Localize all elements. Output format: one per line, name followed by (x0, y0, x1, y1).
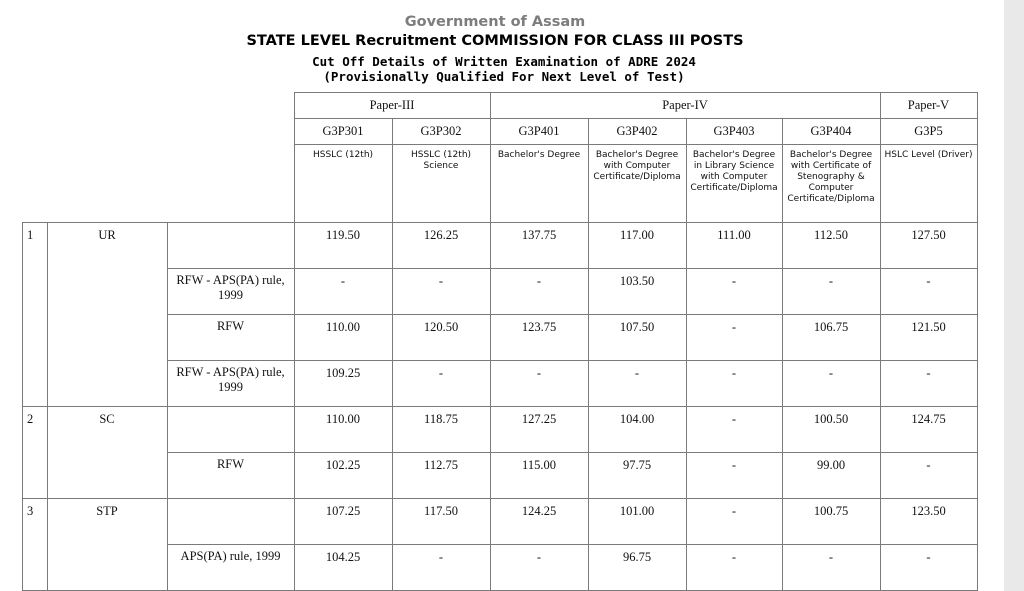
table-rule (167, 268, 978, 269)
cutoff-value-text: 99.00 (816, 458, 846, 472)
cutoff-value (588, 550, 686, 568)
cutoff-value (686, 504, 782, 522)
cutoff-value-text: - (926, 550, 931, 564)
cutoff-value-text: 117.50 (424, 504, 458, 518)
qualification-label (395, 150, 487, 220)
subcategory-label-text: RFW (216, 319, 245, 333)
cutoff-value-text: 103.50 (619, 274, 655, 288)
table-rule (880, 118, 881, 222)
cutoff-value (880, 550, 977, 568)
table-rule (588, 118, 589, 222)
paper-header (880, 98, 977, 116)
cutoff-value (294, 458, 392, 476)
cutoff-value (782, 228, 880, 246)
cutoff-value (686, 550, 782, 568)
cutoff-value-text: 107.50 (619, 320, 655, 334)
subcategory-label-text: APS(PA) rule, 1999 (180, 549, 281, 563)
cutoff-value (392, 366, 490, 384)
paper-code (392, 124, 490, 142)
cutoff-value-text: 117.00 (620, 228, 654, 242)
cutoff-value-text: - (634, 366, 640, 380)
cutoff-value-text: 137.75 (521, 228, 557, 242)
serial-number-text: 2 (27, 412, 34, 426)
cutoff-value (392, 504, 490, 522)
table-rule (686, 118, 687, 222)
cutoff-value-text: 106.75 (813, 320, 849, 334)
cutoff-value (686, 320, 782, 338)
cutoff-value (782, 504, 880, 522)
table-rule (22, 406, 978, 407)
cutoff-value (686, 228, 782, 246)
table-rule (977, 92, 978, 591)
cutoff-value (392, 274, 490, 292)
cutoff-value (294, 228, 392, 246)
table-rule (22, 498, 978, 499)
commission-title: STATE LEVEL Recruitment COMMISSION FOR CLASS III POSTS (246, 33, 744, 49)
cutoff-value (294, 504, 392, 522)
cutoff-value-text: 100.50 (813, 412, 849, 426)
cutoff-value-text: 124.75 (911, 412, 946, 426)
qualification-label (883, 150, 974, 220)
cutoff-value (686, 274, 782, 292)
qualification-label-text: Bachelor's Degree (497, 150, 581, 160)
paper-code (588, 124, 686, 142)
cutoff-value (782, 458, 880, 476)
paper-header (294, 98, 490, 116)
qualification-label (493, 150, 585, 220)
paper-header (490, 98, 880, 116)
cutoff-value (588, 320, 686, 338)
subcategory-label-text: RFW - APS(PA) rule, 1999 (176, 365, 285, 394)
subcategory-label-text: RFW (216, 457, 245, 471)
cutoff-value (490, 366, 588, 384)
cutoff-value-text: 127.50 (911, 228, 946, 242)
cutoff-value (880, 228, 977, 246)
table-rule (880, 92, 881, 118)
cutoff-value (880, 504, 977, 522)
cutoff-value (588, 366, 686, 384)
cutoff-value (490, 274, 588, 292)
cutoff-value (782, 274, 880, 292)
table-rule (167, 544, 978, 545)
paper-code-text: G3P401 (518, 124, 560, 138)
cutoff-value (588, 274, 686, 292)
cutoff-value (782, 366, 880, 384)
category-label-text: SC (99, 412, 115, 426)
serial-number (27, 412, 47, 430)
subcategory-label (171, 319, 290, 357)
cutoff-value (490, 504, 588, 522)
cutoff-value-text: 112.50 (814, 228, 848, 242)
table-rule (392, 118, 393, 222)
cutoff-value-text: - (828, 366, 834, 380)
cutoff-value (880, 366, 977, 384)
cutoff-value (294, 412, 392, 430)
table-rule (167, 360, 978, 361)
cutoff-value-text: 97.75 (622, 458, 652, 472)
cutoff-value (686, 366, 782, 384)
government-title: Government of Assam (404, 14, 586, 30)
paper-header-text: Paper-III (369, 98, 415, 112)
cutoff-value (392, 550, 490, 568)
cutoff-value (392, 412, 490, 430)
cutoff-subtitle: Cut Off Details of Written Examination of ADRE 2024 (312, 54, 696, 69)
qualification-label-text: HSSLC (12th) Science (410, 150, 472, 171)
qualification-label-text: HSLC Level (Driver) (884, 150, 973, 160)
cutoff-value-text: - (828, 274, 834, 288)
table-rule (22, 222, 978, 223)
table-rule (782, 118, 783, 222)
cutoff-value (294, 366, 392, 384)
cutoff-value-text: 110.00 (326, 320, 360, 334)
cutoff-value (782, 550, 880, 568)
cutoff-value-text: - (731, 504, 737, 518)
paper-code-text: G3P404 (810, 124, 852, 138)
cutoff-value-text: 107.25 (325, 504, 361, 518)
cutoff-value (490, 412, 588, 430)
cutoff-value-text: - (926, 366, 931, 380)
cutoff-value (588, 504, 686, 522)
paper-code-text: G3P402 (616, 124, 658, 138)
cutoff-value-text: - (536, 366, 542, 380)
cutoff-value-text: - (340, 274, 346, 288)
cutoff-value (490, 458, 588, 476)
cutoff-value (880, 320, 977, 338)
cutoff-value-text: - (731, 550, 737, 564)
cutoff-value-text: - (438, 274, 444, 288)
subcategory-label (171, 273, 290, 311)
cutoff-value-text: - (731, 366, 737, 380)
cutoff-value (294, 274, 392, 292)
cutoff-value (588, 412, 686, 430)
cutoff-value (880, 274, 977, 292)
qualification-label (785, 150, 877, 220)
cutoff-value-text: 115.00 (522, 458, 556, 472)
paper-header-text: Paper-IV (662, 98, 708, 112)
cutoff-value-text: - (926, 274, 931, 288)
cutoff-value-text: 102.25 (325, 458, 361, 472)
subcategory-label-text: RFW - APS(PA) rule, 1999 (176, 273, 285, 302)
cutoff-value (490, 320, 588, 338)
paper-code-text: G3P403 (713, 124, 755, 138)
cutoff-value-text: 118.75 (424, 412, 458, 426)
category-label-text: STP (96, 504, 118, 518)
paper-header-text: Paper-V (907, 98, 950, 112)
cutoff-value-text: 104.25 (325, 550, 361, 564)
paper-code (490, 124, 588, 142)
cutoff-value-text: 123.75 (521, 320, 557, 334)
serial-number-text: 1 (27, 228, 34, 242)
paper-code-text: G3P5 (914, 124, 943, 138)
cutoff-value-text: 120.50 (423, 320, 459, 334)
cutoff-value (490, 550, 588, 568)
subcategory-label (171, 365, 290, 403)
paper-code (782, 124, 880, 142)
qualification-label-text: Bachelor's Degree in Library Science with Computer Certificate/Diploma (690, 150, 778, 193)
cutoff-value-text: - (731, 458, 737, 472)
cutoff-value-text: 121.50 (911, 320, 946, 334)
qualification-label (591, 150, 683, 220)
cutoff-value (588, 458, 686, 476)
subcategory-label (171, 549, 290, 587)
subcategory-label (171, 457, 290, 495)
cutoff-value-text: 110.00 (326, 412, 360, 426)
qualification-label-text: Bachelor's Degree with Certificate of Stenography & Computer Certificate/Diploma (787, 150, 875, 204)
cutoff-value-text: - (438, 366, 444, 380)
cutoff-value-text: 126.25 (423, 228, 459, 242)
paper-code-text: G3P301 (322, 124, 364, 138)
category-label-text: UR (98, 228, 116, 242)
cutoff-value (686, 458, 782, 476)
qualified-subtitle: (Provisionally Qualified For Next Level of Test) (323, 69, 685, 84)
table-rule (294, 92, 295, 222)
cutoff-value (588, 228, 686, 246)
paper-code (880, 124, 977, 142)
cutoff-value-text: 124.25 (521, 504, 557, 518)
cutoff-value-text: 119.50 (326, 228, 360, 242)
table-rule (294, 92, 978, 93)
cutoff-value (880, 412, 977, 430)
table-rule (490, 92, 491, 118)
serial-number (27, 228, 47, 246)
cutoff-value-text: - (926, 458, 931, 472)
cutoff-value (294, 550, 392, 568)
page-edge (1004, 0, 1024, 591)
cutoff-value-text: 109.25 (325, 366, 361, 380)
category-label (47, 504, 167, 522)
qualification-label (297, 150, 389, 220)
cutoff-value-text: - (731, 274, 737, 288)
cutoff-value-text: - (828, 550, 834, 564)
cutoff-value-text: 111.00 (717, 228, 751, 242)
cutoff-value-text: - (536, 274, 542, 288)
cutoff-value (782, 320, 880, 338)
cutoff-value (686, 412, 782, 430)
cutoff-value-text: 96.75 (622, 550, 652, 564)
cutoff-value (880, 458, 977, 476)
table-rule (490, 118, 491, 222)
serial-number-text: 3 (27, 504, 34, 518)
cutoff-value (392, 320, 490, 338)
table-rule (294, 118, 978, 119)
category-label (47, 228, 167, 246)
category-label (47, 412, 167, 430)
cutoff-value-text: 104.00 (619, 412, 655, 426)
qualification-label-text: HSSLC (12th) (312, 150, 374, 160)
qualification-label (689, 150, 779, 220)
cutoff-value-text: 100.75 (813, 504, 849, 518)
cutoff-value-text: - (731, 320, 737, 334)
cutoff-value (392, 458, 490, 476)
cutoff-value-text: 101.00 (619, 504, 655, 518)
paper-code (294, 124, 392, 142)
cutoff-value-text: - (731, 412, 737, 426)
serial-number (27, 504, 47, 522)
table-rule (167, 452, 978, 453)
cutoff-value-text: 127.25 (521, 412, 557, 426)
cutoff-value-text: - (438, 550, 444, 564)
cutoff-value-text: 112.75 (424, 458, 458, 472)
qualification-label-text: Bachelor's Degree with Computer Certificate/Diploma (593, 150, 681, 182)
cutoff-value (490, 228, 588, 246)
paper-code-text: G3P302 (420, 124, 462, 138)
cutoff-value (782, 412, 880, 430)
cutoff-value (392, 228, 490, 246)
table-rule (294, 144, 978, 145)
cutoff-value-text: 123.50 (911, 504, 946, 518)
paper-code (686, 124, 782, 142)
cutoff-value (294, 320, 392, 338)
table-rule (167, 314, 978, 315)
cutoff-value-text: - (536, 550, 542, 564)
